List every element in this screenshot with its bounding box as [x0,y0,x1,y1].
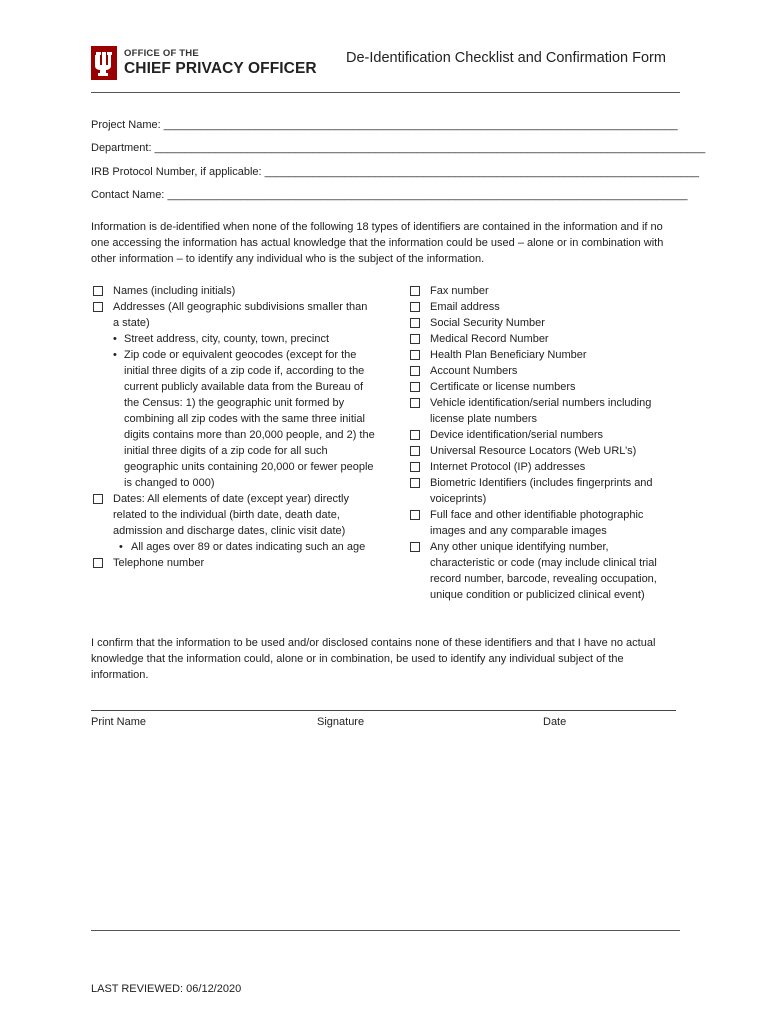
checklist-item-label: Certificate or license numbers [430,381,576,393]
checklist-item-label: Email address [430,301,500,313]
checkbox[interactable] [93,558,103,568]
bullet-icon: • [113,333,117,345]
checklist-item-label: Full face and other identifiable photographic images and any comparable images [430,509,644,537]
project-name-label: Project Name: [91,119,161,131]
sub-bullet-zip-code [91,347,376,491]
contact-name-label: Contact Name: [91,189,165,201]
checklist-item-fax[interactable] [408,283,676,299]
last-reviewed-text: LAST REVIEWED: 06/12/2020 [91,983,242,995]
department-field[interactable] [91,142,705,154]
confirmation-paragraph: I confirm that the information to be used and/or disclosed contains none of these identifiers and that I have no actual knowledge that the information could, alone or in combination, be used to identify any individual subject of the information. [91,637,656,681]
checkbox[interactable] [410,430,420,440]
department-line: __________________________________________________________________________________________ [154,142,706,154]
checklist-item-label: Fax number [430,285,489,297]
checkbox[interactable] [93,286,103,296]
checkbox[interactable] [410,398,420,408]
checklist-item-label: Medical Record Number [430,333,549,345]
checklist-item-label: Dates: All elements of date (except year) directly related to the individual (birth date, death date, admission and discharge dates, clinic visit date) [113,493,349,537]
signature-label: Signature [317,716,365,728]
contact-name-line: _____________________________________________________________________________________ [167,189,688,201]
checklist-item-label: Telephone number [113,557,205,569]
checklist-item-email[interactable] [408,299,676,315]
checklist-item-health-plan[interactable] [408,347,676,363]
project-name-field[interactable] [91,119,678,131]
checklist-item-label: Addresses (All geographic subdivisions smaller than a state) [113,301,368,329]
signature-line[interactable] [91,710,676,711]
page-title: De-Identification Checklist and Confirmation Form [346,50,666,66]
checkbox[interactable] [410,366,420,376]
checkbox[interactable] [93,494,103,504]
department-label: Department: [91,142,152,154]
checkbox[interactable] [410,446,420,456]
bullet-icon: • [113,349,117,361]
checklist-item-label: Names (including initials) [113,285,236,297]
checkbox[interactable] [410,350,420,360]
project-name-line: ____________________________________________________________________________________ [163,119,678,131]
checkbox[interactable] [410,302,420,312]
checklist-item-label: Social Security Number [430,317,545,329]
checkbox[interactable] [410,318,420,328]
checklist-item-dates[interactable] [91,491,376,539]
checklist-item-photo[interactable] [408,507,676,539]
sub-bullet-label: All ages over 89 or dates indicating such an age [131,541,366,553]
checklist-item-label: Health Plan Beneficiary Number [430,349,587,361]
checklist-item-label: Any other unique identifying number, characteristic or code (may include clinical trial record number, barcode, revealing occupation, unique condition or publicized clinical event) [430,541,657,601]
sub-bullet-label: Street address, city, county, town, precinct [124,333,330,345]
checkbox[interactable] [410,510,420,520]
bullet-icon: • [119,541,123,553]
checkbox[interactable] [410,286,420,296]
checkbox[interactable] [93,302,103,312]
footer-divider [91,930,680,931]
checklist-item-label: Internet Protocol (IP) addresses [430,461,586,473]
identifiers-right-column [408,283,676,603]
checkbox[interactable] [410,334,420,344]
checkbox[interactable] [410,382,420,392]
checkbox[interactable] [410,462,420,472]
date-label: Date [543,716,567,728]
checklist-item-other[interactable] [408,539,676,603]
checkbox[interactable] [410,478,420,488]
checkbox[interactable] [410,542,420,552]
checklist-item-vehicle[interactable] [408,395,676,427]
checklist-item-biometric[interactable] [408,475,676,507]
checklist-item-label: Account Numbers [430,365,518,377]
checklist-item-ssn[interactable] [408,315,676,331]
checklist-item-label: Biometric Identifiers (includes fingerprints and voiceprints) [430,477,653,505]
checklist-item-ip[interactable] [408,459,676,475]
logo-big-text: CHIEF PRIVACY OFFICER [124,60,317,77]
irb-protocol-line: _______________________________________________________________________ [264,166,700,178]
sub-bullet-label: Zip code or equivalent geocodes (except for the initial three digits of a zip code if, according to the current publicly available data from the Bureau of the Census: 1) the geographic unit formed by combining all zip codes with the same three initial digits contains more than 20,000 people, and 2) the initial three digits of a zip code for all such geographic units containing 20,000 or fewer people is changed to 000) [124,349,375,489]
checklist-item-account-numbers[interactable] [408,363,676,379]
sub-bullet-ages [91,539,376,555]
logo-small-text: OFFICE OF THE [124,48,199,59]
checklist-item-telephone[interactable] [91,555,376,571]
checklist-item-certificate[interactable] [408,379,676,395]
sub-bullet-street-address [91,331,376,347]
checklist-item-addresses[interactable] [91,299,376,331]
checklist-item-label: Vehicle identification/serial numbers including license plate numbers [430,397,652,425]
irb-protocol-field[interactable] [91,166,699,178]
iu-trident-logo-icon [91,46,117,80]
checklist-item-label: Device identification/serial numbers [430,429,604,441]
header-divider [91,92,680,93]
checklist-item-url[interactable] [408,443,676,459]
identifiers-left-column [91,283,376,571]
checklist-item-device[interactable] [408,427,676,443]
checklist-item-mrn[interactable] [408,331,676,347]
contact-name-field[interactable] [91,189,687,201]
checklist-item-names[interactable] [91,283,376,299]
intro-paragraph: Information is de-identified when none of the following 18 types of identifiers are contained in the information and if no one accessing the information has actual knowledge that the information could be used – alone or in combination with other information – to identify any individual who is the subject of the information. [91,221,664,265]
print-name-label: Print Name [91,716,147,728]
checklist-item-label: Universal Resource Locators (Web URL’s) [430,445,637,457]
irb-protocol-label: IRB Protocol Number, if applicable: [91,166,262,178]
